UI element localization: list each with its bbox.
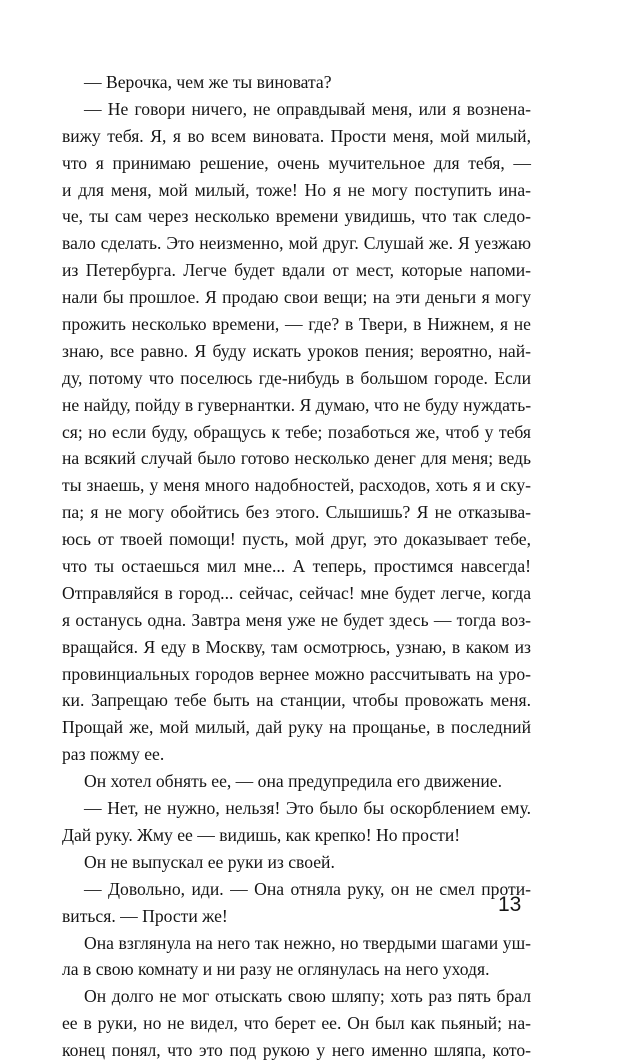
text-line: юсь от твоей помощи! пусть, мой друг, это доказывает тебе, [62,529,531,550]
text-line: на всякий случай было готово несколько денег для меня; ведь [62,448,531,469]
text-line: Дай руку. Жму ее — видишь, как крепко! Но прости! [62,824,461,845]
text-line: че, ты сам через несколько времени увидишь, что так следо- [62,206,531,227]
body-text [62,69,531,1064]
text-line: ки. Запрещаю тебе быть на станции, чтобы провожать меня. [62,690,531,711]
text-line: что я принимаю решение, очень мучительное для тебя, — [62,152,531,173]
text-line: и для меня, мой милый, тоже! Но я не могу поступить ина- [62,179,531,200]
text-line: конец понял, что это под рукою у него именно шляпа, кото- [62,1040,531,1061]
text-line: ся; но если буду, обращусь к тебе; позаботься же, чтоб у тебя [62,421,531,442]
text-line: вижу тебя. Я, я во всем виновата. Прости меня, мой милый, [62,125,531,146]
text-line: прожить несколько времени, — где? в Твери, в Нижнем, я не [62,314,531,335]
text-line: ла в свою комнату и ни разу не оглянулась на него уходя. [62,959,490,980]
text-line: — Верочка, чем же ты виновата? [84,72,332,92]
text-line: Он долго не мог отыскать свою шляпу; хоть раз пять брал [84,986,531,1007]
text-line: вращайся. Я еду в Москву, там осмотрюсь, узнаю, в каком из [62,636,531,657]
text-line: — Не говори ничего, не оправдывай меня, или я вознена- [84,98,531,119]
text-line: Прощай же, мой милый, дай руку на прощанье, в последний [62,717,531,738]
text-line: вало сделать. Это неизменно, мой друг. Слушай же. Я уезжаю [62,233,531,254]
text-line: — Довольно, иди. — Она отняла руку, он не смел проти- [84,878,531,899]
text-line: нали бы прошлое. Я продаю свои вещи; на эти деньги я могу [62,287,531,308]
text-line: ду, потому что поселюсь где-нибудь в большом городе. Если [62,367,531,388]
text-line: Он хотел обнять ее, — она предупредила его движение. [84,771,502,792]
text-line: Она взглянула на него так нежно, но твердыми шагами уш- [84,932,531,953]
page-number: 13 [498,893,522,916]
text-line: из Петербурга. Легче будет вдали от мест, которые напоми- [62,260,531,281]
text-line: знаю, все равно. Я буду искать уроков пения; вероятно, най- [62,340,531,361]
text-line: провинциальных городов вернее можно рассчитывать на уро- [62,663,531,684]
text-line: — Нет, не нужно, нельзя! Это было бы оскорблением ему. [84,798,531,819]
text-line: ее в руки, но не видел, что берет ее. Он был как пьяный; на- [62,1013,531,1034]
text-line: Отправляйся в город... сейчас, сейчас! мне будет легче, когда [62,582,531,603]
text-line: виться. — Прости же! [62,905,228,926]
text-line: я останусь одна. Завтра меня уже не будет здесь — тогда воз- [62,609,531,630]
text-line: Он не выпускал ее руки из своей. [84,851,335,872]
text-line: что ты остаешься мил мне... А теперь, простимся навсегда! [62,556,531,577]
text-line: ты знаешь, у меня много надобностей, расходов, хоть я и ску- [62,475,531,496]
text-line: па; я не могу обойтись без этого. Слышишь? Я не отказыва- [62,502,531,523]
text-line: раз пожму ее. [62,744,165,765]
text-line: не найду, пойду в гувернантки. Я думаю, что не буду нуждать- [62,394,532,415]
